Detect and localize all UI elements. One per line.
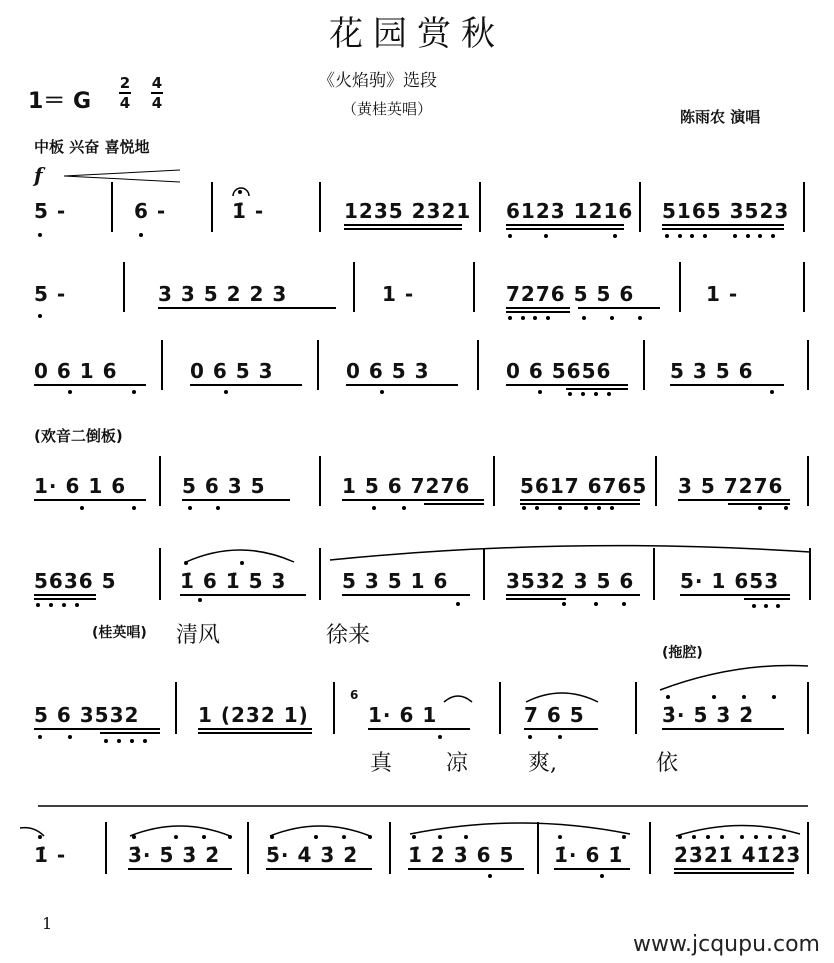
performer-credit: 陈雨农 演唱 [680,108,761,126]
grace-note: 6 [350,688,359,702]
measure: 3 3 5 2 2 3 [158,282,288,306]
measure: 5 3 5 1 6 [342,569,449,593]
measure: 0 6 5656 [506,359,612,383]
measure: 1· 6 1 [368,703,438,727]
beam-lines [34,225,794,873]
measure: 5 6 3532 [34,703,140,727]
slur [444,696,472,702]
slur [20,828,44,836]
measure: 1 5 6 7276 [342,474,471,498]
section-label: (欢音二倒板) [34,427,123,445]
key-signature: 1＝ G [28,89,92,114]
measure: 3 5 7276 [678,474,784,498]
measure: 5617 6765 [520,474,648,498]
slur [676,825,800,836]
measure: 1̇ 2̇ 3̇ 6 5 [408,843,515,867]
measure: 1̇ - [34,843,67,867]
measure: 1̇ - [232,199,265,223]
measure: 7 6 5 [524,703,585,727]
singer-label: (桂英唱) [92,625,147,641]
high-octave-dots [38,190,786,839]
measure: 1̇· 6 1̇ [554,843,624,867]
measure: 3̇· 5̇ 3̇ 2̇ [662,703,755,727]
measure: 5· 1 653 [680,569,780,593]
time-sig-bottom: 4 [119,94,131,112]
measure: 5165 3523 [662,199,790,223]
measure: 5636 5 [34,569,117,593]
measure: 5 3 5 6 [670,359,754,383]
measure: 5̇· 4̇ 3̇ 2̇ [266,843,359,867]
measure: 7276 5 5 6 [506,282,635,306]
octave-dots [36,233,788,878]
measure: 6 - [134,199,167,223]
slur [660,666,808,691]
lyric: 清风 [176,623,221,648]
measure: 1235 2321 [344,199,472,223]
slur [410,823,630,834]
tempo-marking: 中板 兴奋 喜悦地 [34,138,150,156]
song-title: 花园赏秋 [329,14,505,54]
slur [270,826,370,836]
measure: 2̇3̇2̇1̇ 4̇1̇2̇3̇ [674,843,802,867]
measure: 1̇ 6 1̇ 5 3 [180,569,287,593]
lyric: 依 [656,751,679,776]
slur [130,826,230,836]
measure: 0 6 5 3 [346,359,430,383]
measure: 1 - [706,282,739,306]
drag-label: (拖腔) [662,645,703,661]
measure: 5 6 3 5 [182,474,266,498]
lyric: 真 [370,751,393,776]
singer-note: （黄桂英唱） [342,100,433,118]
slur [330,546,810,560]
measure: 6123 1216 [506,199,634,223]
page-number: 1 [42,914,53,933]
time-sig-top: 4 [151,74,163,92]
measure: 0 6 1 6 [34,359,118,383]
lyric: 凉 [446,751,469,776]
measure: 1 (232 1) [198,703,309,727]
measure: 1· 6 1 6 [34,474,127,498]
measure: 5 - [34,282,67,306]
lyric: 徐来 [326,623,371,648]
watermark: www.jcqupu.com [633,932,820,957]
subtitle: 《火焰驹》选段 [318,71,437,91]
time-sig-bottom: 4 [151,94,163,112]
time-sig-top: 2 [119,74,131,92]
measure: 3̇· 5̇ 3̇ 2̇ [128,843,221,867]
slur [526,693,598,702]
slur [186,550,294,562]
crescendo-mark [64,170,180,182]
measure: 5 - [34,199,67,223]
measure: 0 6 5 3 [190,359,274,383]
lyric: 爽, [528,751,557,776]
dynamic-forte: f [34,163,43,187]
measure: 3532 3 5 6 [506,569,635,593]
measure: 1 - [382,282,415,306]
